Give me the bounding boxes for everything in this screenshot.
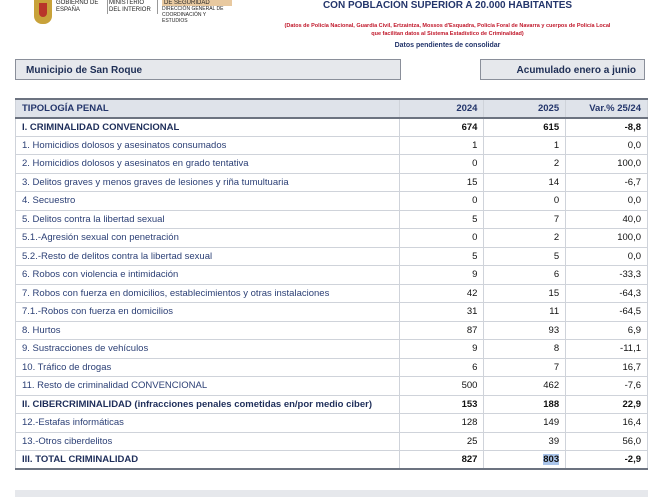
row-label: 6. Robos con violencia e intimidación [16, 266, 400, 285]
row-value-2024: 42 [399, 284, 484, 303]
row-value-2025: 188 [484, 395, 566, 414]
row-variation: 16,4 [566, 414, 648, 433]
report-header [0, 0, 659, 60]
table-row [16, 432, 648, 451]
row-value-2025: 8 [484, 340, 566, 359]
row-value-2024: 0 [399, 192, 484, 211]
row-label: 3. Delitos graves y menos graves de lesiones y riña tumultuaria [16, 173, 400, 192]
row-variation: -7,6 [566, 377, 648, 396]
row-value-2024: 827 [399, 451, 484, 470]
table-row [16, 321, 648, 340]
row-value-2024: 153 [399, 395, 484, 414]
row-value-2024: 15 [399, 173, 484, 192]
row-value-2025: 93 [484, 321, 566, 340]
row-value-2025: 149 [484, 414, 566, 433]
table-row [16, 340, 648, 359]
row-value-2024: 31 [399, 303, 484, 322]
table-row [16, 192, 648, 211]
row-variation: 100,0 [566, 155, 648, 174]
row-label: III. TOTAL CRIMINALIDAD [16, 451, 400, 470]
source-note-line-1: (Datos de Policía Nacional, Guardia Civil, Ertzaintza, Mossos d'Esquadra, Policía Foral de Navarra y cuerpos de Policía Local [284, 23, 611, 29]
row-variation: 0,0 [566, 192, 648, 211]
row-variation: -2,9 [566, 451, 648, 470]
row-value-2024: 87 [399, 321, 484, 340]
row-value-2025 [484, 451, 566, 470]
row-value-2024: 128 [399, 414, 484, 433]
selected-value: 803 [543, 454, 560, 465]
table-row [16, 155, 648, 174]
header-var: Var.% 25/24 [566, 99, 648, 118]
government-logo [12, 0, 244, 34]
row-value-2025: 0 [484, 192, 566, 211]
table-row [16, 303, 648, 322]
row-label: 7. Robos con fuerza en domicilios, establecimientos y otras instalaciones [16, 284, 400, 303]
table-row [16, 229, 648, 248]
crime-table [15, 98, 648, 470]
row-label: I. CRIMINALIDAD CONVENCIONAL [16, 118, 400, 137]
table-row [16, 284, 648, 303]
row-variation: 100,0 [566, 229, 648, 248]
row-value-2024: 9 [399, 266, 484, 285]
table-row [16, 210, 648, 229]
row-label: 9. Sustracciones de vehículos [16, 340, 400, 359]
table-row [16, 377, 648, 396]
row-value-2025: 11 [484, 303, 566, 322]
row-value-2025: 14 [484, 173, 566, 192]
table-row [16, 395, 648, 414]
row-value-2024: 25 [399, 432, 484, 451]
row-variation: -33,3 [566, 266, 648, 285]
row-variation: -8,8 [566, 118, 648, 137]
row-value-2025: 5 [484, 247, 566, 266]
row-label: 11. Resto de criminalidad CONVENCIONAL [16, 377, 400, 396]
municipio-box: Municipio de San Roque [15, 59, 401, 80]
row-value-2025: 2 [484, 155, 566, 174]
table-header-row [16, 99, 648, 118]
row-label: 10. Tráfico de drogas [16, 358, 400, 377]
row-label: 2. Homicidios dolosos y asesinatos en grado tentativa [16, 155, 400, 174]
row-value-2024: 9 [399, 340, 484, 359]
source-note-line-2: que facilitan datos al Sistema Estadístico de Criminalidad) [371, 31, 524, 37]
row-label: 4. Secuestro [16, 192, 400, 211]
secretaria-label [162, 0, 232, 24]
row-label: 7.1.-Robos con fuerza en domicilios [16, 303, 400, 322]
row-variation: 0,0 [566, 136, 648, 155]
row-label: 5. Delitos contra la libertad sexual [16, 210, 400, 229]
header-2025: 2025 [484, 99, 566, 118]
row-value-2025: 2 [484, 229, 566, 248]
table-row [16, 358, 648, 377]
row-value-2024: 0 [399, 229, 484, 248]
row-value-2024: 674 [399, 118, 484, 137]
ministerio-label: MINISTERIO DEL INTERIOR [109, 0, 158, 14]
row-value-2024: 5 [399, 247, 484, 266]
row-label: 5.1.-Agresión sexual con penetración [16, 229, 400, 248]
coat-of-arms-icon [34, 0, 52, 24]
row-variation: -11,1 [566, 340, 648, 359]
row-label: II. CIBERCRIMINALIDAD (infracciones penales cometidas en/por medio ciber) [16, 395, 400, 414]
row-label: 8. Hurtos [16, 321, 400, 340]
row-value-2025: 7 [484, 358, 566, 377]
row-value-2024: 500 [399, 377, 484, 396]
direccion-label: DIRECCIÓN GENERAL DE COORDINACIÓN Y ESTUDIOS [162, 6, 224, 24]
row-value-2025: 15 [484, 284, 566, 303]
table-row [16, 451, 648, 470]
table-row [16, 247, 648, 266]
row-value-2024: 6 [399, 358, 484, 377]
footer-bar [15, 490, 648, 497]
row-label: 1. Homicidios dolosos y asesinatos consumados [16, 136, 400, 155]
row-variation: 0,0 [566, 247, 648, 266]
row-variation: 40,0 [566, 210, 648, 229]
row-value-2025: 6 [484, 266, 566, 285]
table-row [16, 173, 648, 192]
periodo-box: Acumulado enero a junio [480, 59, 645, 80]
row-value-2025: 39 [484, 432, 566, 451]
row-variation: 16,7 [566, 358, 648, 377]
row-value-2025: 1 [484, 136, 566, 155]
row-value-2024: 1 [399, 136, 484, 155]
row-variation: 56,0 [566, 432, 648, 451]
table-row [16, 136, 648, 155]
row-value-2025: 462 [484, 377, 566, 396]
source-note [250, 22, 645, 38]
row-variation: -64,3 [566, 284, 648, 303]
secretaria-top: DE SEGURIDAD [162, 0, 232, 6]
row-value-2024: 0 [399, 155, 484, 174]
row-value-2025: 615 [484, 118, 566, 137]
row-value-2024: 5 [399, 210, 484, 229]
row-variation: -64,5 [566, 303, 648, 322]
table-row [16, 414, 648, 433]
row-label: 13.-Otros ciberdelitos [16, 432, 400, 451]
row-value-2025: 7 [484, 210, 566, 229]
row-variation: 6,9 [566, 321, 648, 340]
table-row [16, 266, 648, 285]
header-2024: 2024 [399, 99, 484, 118]
row-label: 12.-Estafas informáticas [16, 414, 400, 433]
pending-note: Datos pendientes de consolidar [394, 42, 501, 49]
report-title: CON POBLACIÓN SUPERIOR A 20.000 HABITANTES [322, 0, 573, 11]
row-label: 5.2.-Resto de delitos contra la libertad sexual [16, 247, 400, 266]
gobierno-label: GOBIERNO DE ESPAÑA [56, 0, 108, 14]
header-tipologia: TIPOLOGÍA PENAL [16, 99, 400, 118]
row-variation: 22,9 [566, 395, 648, 414]
table-row [16, 118, 648, 137]
row-variation: -6,7 [566, 173, 648, 192]
